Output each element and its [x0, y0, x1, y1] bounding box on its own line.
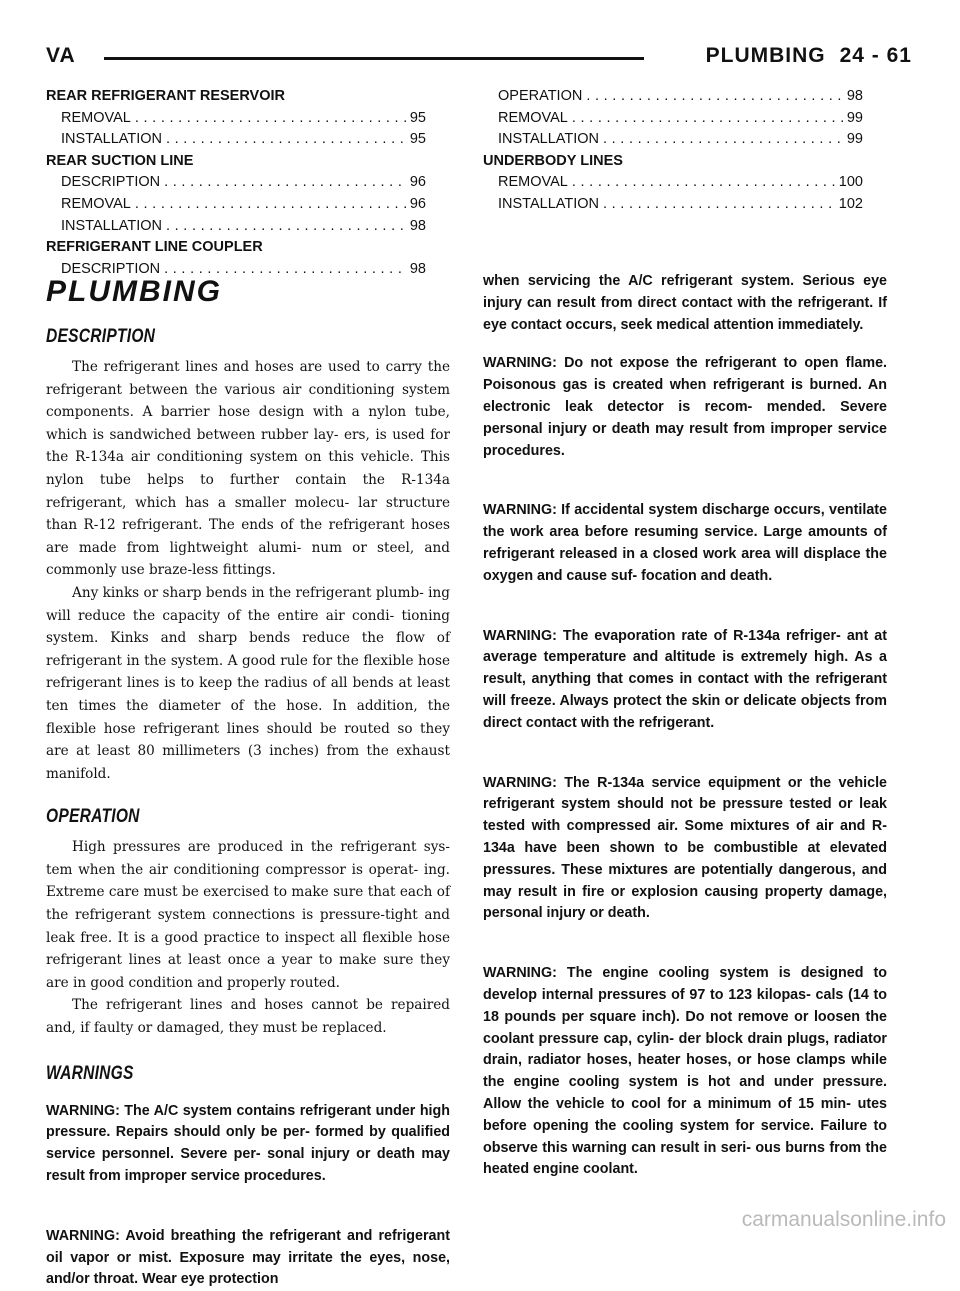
toc-dot-leader — [164, 172, 406, 194]
toc-entry-label: REMOVAL — [61, 109, 131, 126]
toc-left-column — [46, 86, 426, 280]
toc-entry-label: REMOVAL — [61, 195, 131, 212]
toc-entry[interactable] — [46, 129, 426, 151]
toc-entry-page: 96 — [409, 174, 426, 191]
warning-paragraph: WARNING: Avoid breathing the refrigerant and refrigerant oil vapor or mist. Exposure may irritate the eyes, nose, and/or throat. Wear eye protection — [46, 1227, 450, 1288]
watermark-text: carmanualsonline.info — [741, 1208, 946, 1231]
description-heading: DESCRIPTION — [46, 326, 156, 347]
warning-paragraph: WARNING: If accidental system discharge occurs, ventilate the work area before resuming service. Large amounts of refrigerant released in a closed work area will displace the oxygen and cause suf- focation and death. — [483, 502, 887, 584]
toc-dot-leader — [572, 108, 843, 130]
toc-group-title: REAR SUCTION LINE — [46, 152, 194, 169]
header-section-title: PLUMBING — [705, 44, 826, 67]
toc-entry-label: INSTALLATION — [498, 131, 599, 148]
warning-paragraph: when servicing the A/C refrigerant system. Serious eye injury can result from direct contact with the refrigerant. If eye contact occurs, seek medical attention immediately. — [483, 273, 887, 333]
toc-entry[interactable] — [483, 129, 863, 151]
header-section-page — [706, 44, 912, 68]
toc-entry-page: 99 — [846, 109, 863, 126]
toc-entry-page: 99 — [846, 131, 863, 148]
toc-dot-leader — [603, 194, 835, 216]
toc-entry-label: INSTALLATION — [61, 131, 162, 148]
warning-paragraph: WARNING: The engine cooling system is designed to develop internal pressures of 97 to 123 kilopas- cals (14 to 18 pounds per square inch). Do not remove or loosen the coolant pressure cap, cylin- der block drain plugs, radiator drain, radiator hoses, heater hoses, or hose clamps while the engine cooling system is hot and under pressure. Allow the vehicle to cool for a minimum of 15 min- utes before opening the cooling system for service. Failure to observe this warning can result in seri- ous burns from the heated engine coolant. — [483, 965, 887, 1178]
warning-paragraph: WARNING: Do not expose the refrigerant to open flame. Poisonous gas is created when refrigerant is burned. An electronic leak detector is recom- mended. Severe personal injury or death may result from improper service procedures. — [483, 355, 887, 459]
operation-paragraph-2: The refrigerant lines and hoses cannot be repaired and, if faulty or damaged, they must be replaced. — [46, 997, 450, 1037]
toc-entry-page: 98 — [409, 217, 426, 234]
toc-entry-page: 95 — [409, 109, 426, 126]
header-rule — [104, 57, 644, 60]
warnings-heading: WARNINGS — [46, 1062, 134, 1084]
toc-entry[interactable] — [483, 172, 863, 194]
header-page-number: 24 - 61 — [839, 44, 912, 67]
toc-entry-page: 102 — [838, 195, 863, 212]
toc-dot-leader — [572, 172, 835, 194]
toc-dot-leader — [135, 108, 406, 130]
toc-entry-page: 98 — [846, 88, 863, 104]
toc-entry-label: DESCRIPTION — [61, 260, 161, 277]
description-paragraph-1: The refrigerant lines and hoses are used to carry the refrigerant between the various air conditioning system components. A barrier hose design with a nylon tube, which is sandwiched between rubber lay- ers, is used for the R-134a air conditioning system on this vehicle. This nylon tube helps to further contain the R-134a refrigerant, which has a smaller molecu- lar structure than R-12 refrigerant. The ends of the refrigerant hoses are made from lightweight alumi- num or steel, and commonly use braze-less fittings. — [46, 359, 450, 579]
toc-dot-leader — [135, 194, 406, 216]
warning-paragraph: WARNING: The R-134a service equipment or the vehicle refrigerant system should not be pressure tested or leak tested with compressed air. Some mixtures of air and R-134a have been shown to be combustible at elevated pressures. These mixtures are potentially dangerous, and may result in fire or explosion causing property damage, personal injury or death. — [483, 774, 887, 922]
toc-entry[interactable] — [46, 108, 426, 130]
toc-entry-label: DESCRIPTION — [61, 174, 161, 191]
toc-entry[interactable] — [483, 194, 863, 216]
toc-right-column — [483, 86, 863, 216]
toc-entry-page: 95 — [409, 131, 426, 148]
toc-entry-label: REMOVAL — [498, 109, 568, 126]
toc-dot-leader — [166, 216, 406, 238]
toc-entry[interactable] — [483, 108, 863, 130]
article-left-column — [46, 272, 450, 1291]
toc-entry-label: OPERATION — [498, 88, 583, 104]
toc-entry-page: 98 — [409, 260, 426, 277]
toc-group-title: UNDERBODY LINES — [483, 152, 623, 169]
header-model-code: VA — [46, 44, 76, 67]
toc-entry[interactable] — [46, 194, 426, 216]
toc-entry[interactable] — [483, 86, 863, 108]
toc-entry-page: 96 — [409, 195, 426, 212]
operation-paragraph-1: High pressures are produced in the refrigerant sys- tem when the air conditioning compressor is operat- ing. Extreme care must be exercised to make sure that each of the refrigerant system connections is pressure-tight and leak free. It is a good practice to inspect all flexible hose refrigerant lines at least once a year to make sure they are in good condition and properly routed. — [46, 839, 450, 991]
section-title: PLUMBING — [46, 275, 222, 308]
toc-entry-label: REMOVAL — [498, 174, 568, 191]
operation-heading: OPERATION — [46, 806, 140, 828]
toc-dot-leader — [586, 86, 843, 108]
page-header — [46, 44, 912, 74]
toc-entry-label: INSTALLATION — [61, 217, 162, 234]
toc-group-title: REAR REFRIGERANT RESERVOIR — [46, 88, 286, 104]
toc-entry-page: 100 — [838, 174, 863, 191]
article-right-column — [483, 271, 887, 1181]
toc-group-title: REFRIGERANT LINE COUPLER — [46, 239, 263, 256]
warning-paragraph: WARNING: The evaporation rate of R-134a refriger- ant at average temperature and altitude is extremely high. As a result, anything that comes in contact with the refrigerant will freeze. Always protect the skin or delicate objects from direct contact with the refrigerant. — [483, 627, 887, 731]
toc-entry[interactable] — [46, 172, 426, 194]
warning-paragraph: WARNING: The A/C system contains refrigerant under high pressure. Repairs should only be per- formed by qualified service personnel. Severe per- sonal injury or death may result from improper service procedures. — [46, 1102, 450, 1185]
toc-entry[interactable] — [46, 216, 426, 238]
toc-dot-leader — [603, 129, 843, 151]
toc-entry-label: INSTALLATION — [498, 195, 599, 212]
description-paragraph-2: Any kinks or sharp bends in the refrigerant plumb- ing will reduce the capacity of the entire air condi- tioning system. Kinks and sharp bends reduce the flow of refrigerant in the system. A good rule for the flexible hose refrigerant lines is to keep the radius of all bends at least ten times the diameter of the hose. In addition, the flexible hose refrigerant lines should be routed so they are at least 80 millimeters (3 inches) from the exhaust manifold. — [46, 584, 450, 782]
toc-dot-leader — [166, 129, 406, 151]
